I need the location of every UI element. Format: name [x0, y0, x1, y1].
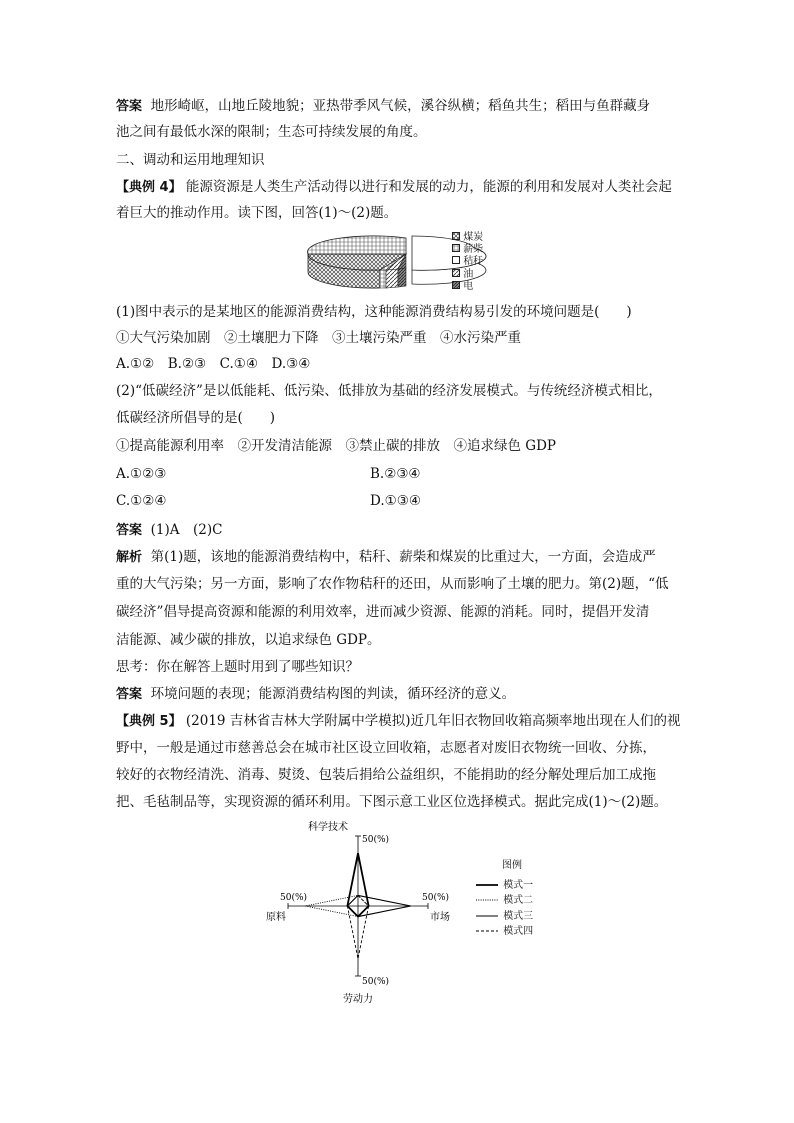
question2: (2)“低碳经济”是以低能耗、低污染、低排放为基础的经济发展模式。与传统经济模式相比， — [116, 383, 662, 399]
option-b: B.②③④ — [370, 466, 421, 482]
option-d: D.①③④ — [370, 493, 421, 509]
radar-axis-name-1: 科学技术 — [308, 822, 348, 833]
legend-line-mode3 — [476, 913, 500, 919]
answer-text-2: (1)A (2)C — [150, 522, 223, 538]
question1: (1)图中表示的是某地区的能源消费结构，这种能源消费结构易引发的环境问题是( ) — [116, 304, 632, 320]
radar-legend — [476, 858, 533, 940]
radar-axis-max-label-3: 50(%) — [362, 977, 390, 987]
legend-swatch-oil — [452, 269, 460, 277]
question1-items: ①大气污染加剧 ②土壤肥力下降 ③土壤污染严重 ④水污染严重 — [116, 330, 521, 346]
example5-text: (2019 吉林省吉林大学附属中学模拟)近几年旧衣物回收箱高频率地出现在人们的视 — [185, 713, 681, 729]
legend-swatch-straw — [452, 256, 460, 264]
legend-item-electricity — [452, 281, 483, 293]
section-title: 二、调动和运用地理知识 — [116, 152, 265, 168]
radar-axis-max-label-2: 50(%) — [422, 893, 450, 903]
analysis-line-1 — [116, 547, 686, 568]
example4-label: 【典例 4】 — [116, 180, 182, 195]
legend-line-mode2 — [476, 897, 500, 903]
analysis-line-3: 碳经济”倡导提高资源和能源的利用效率，进而减少资源、能源的消耗。同时，提倡开发清 — [116, 604, 650, 620]
analysis-text-1: 第(1)题，该地的能源消费结构中，秸秆、薪柴和煤炭的比重过大，一方面，会造成严 — [150, 549, 656, 565]
example4-text: 能源资源是人类生产活动得以进行和发展的动力，能源的利用和发展对人类社会起 — [185, 179, 672, 195]
question2-items: ①提高能源利用率 ②开发清洁能源 ③禁止碳的排放 ④追求绿色 GDP — [116, 438, 556, 454]
example5-label: 【典例 5】 — [116, 714, 182, 729]
analysis-line-4: 洁能源、减少碳的排放，以追求绿色 GDP。 — [116, 632, 381, 648]
question2-continuation: 低碳经济所倡导的是( ) — [116, 410, 276, 426]
think-question: 思考：你在解答上题时用到了哪些知识？ — [116, 659, 359, 675]
legend-item-firewood — [452, 244, 483, 256]
pie-legend — [452, 232, 483, 293]
legend-label-mode4: 模式四 — [503, 926, 534, 937]
answer-continuation: 池之间有最低水深的限制；生态可持续发展的角度。 — [116, 124, 427, 140]
example5-intro — [116, 711, 686, 732]
legend-item-mode1 — [476, 878, 533, 894]
legend-line-mode1 — [476, 882, 500, 888]
question1-options: A.①② B.②③ C.①④ D.③④ — [116, 356, 311, 372]
answer-text: 地形崎岖，山地丘陵地貌；亚热带季风气候，溪谷纵横；稻鱼共生；稻田与鱼群藏身 — [150, 98, 651, 114]
legend-item-straw — [452, 256, 483, 268]
legend-item-mode4 — [476, 924, 533, 940]
legend-swatch-firewood — [452, 244, 460, 252]
think-answer — [116, 684, 686, 705]
radar-axis-name-2: 市场 — [430, 912, 450, 923]
legend-label-oil: 油 — [463, 268, 474, 280]
analysis-label: 解析 — [116, 550, 143, 565]
legend-swatch-coal — [452, 232, 460, 240]
legend-label-mode1: 模式一 — [503, 879, 534, 891]
legend-swatch-electricity — [452, 281, 460, 289]
legend-title: 图例 — [502, 860, 522, 871]
think-answer-text: 环境问题的表现；能源消费结构图的判读，循环经济的意义。 — [150, 686, 516, 702]
example5-line-4: 把、毛毡制品等，实现资源的循环利用。下图示意工业区位选择模式。据此完成(1)～(2)题。 — [116, 794, 668, 810]
legend-label-coal: 煤炭 — [463, 232, 484, 243]
legend-item-mode2 — [476, 893, 533, 909]
example5-line-2: 野中，一般是通过市慈善总会在城市社区设立回收箱，志愿者对废旧衣物统一回收、分拣， — [116, 740, 656, 756]
answer-line-2 — [116, 520, 686, 541]
legend-item-mode3 — [476, 909, 533, 925]
radar-axis-max-label-1: 50(%) — [362, 835, 390, 845]
legend-label-firewood: 薪柴 — [463, 244, 484, 256]
think-answer-label: 答案 — [116, 687, 143, 702]
example4-intro — [116, 177, 686, 198]
legend-label-mode3: 模式三 — [503, 910, 534, 922]
example4-continuation: 着巨大的推动作用。读下图，回答(1)～(2)题。 — [116, 205, 398, 221]
example5-line-3: 较好的衣物经清洗、消毒、熨烫、包装后捐给公益组织，不能捐助的经分解处理后加工成拖 — [116, 767, 656, 783]
legend-label-straw: 秸秆 — [463, 256, 484, 268]
radar-axis-name-3: 劳动力 — [343, 994, 373, 1004]
answer-line — [116, 96, 686, 117]
analysis-line-2: 重的大气污染；另一方面，影响了农作物秸秆的还田，从而影响了土壤的肥力。第(2)题，“低 — [116, 576, 669, 592]
radar-axis-max-label-4: 50(%) — [280, 893, 308, 903]
question2-options-row1 — [116, 464, 686, 484]
option-a: A.①②③ — [116, 466, 167, 482]
legend-label-electricity: 电 — [463, 280, 474, 292]
legend-label-mode2: 模式二 — [503, 895, 534, 906]
question2-options-row2 — [116, 491, 686, 511]
answer-label: 答案 — [116, 99, 143, 114]
answer-label-2: 答案 — [116, 523, 143, 538]
option-c: C.①②④ — [116, 493, 167, 509]
legend-line-mode4 — [476, 928, 500, 934]
legend-item-oil — [452, 269, 483, 281]
radar-axis-name-4: 原料 — [266, 912, 286, 923]
legend-item-coal — [452, 232, 483, 244]
